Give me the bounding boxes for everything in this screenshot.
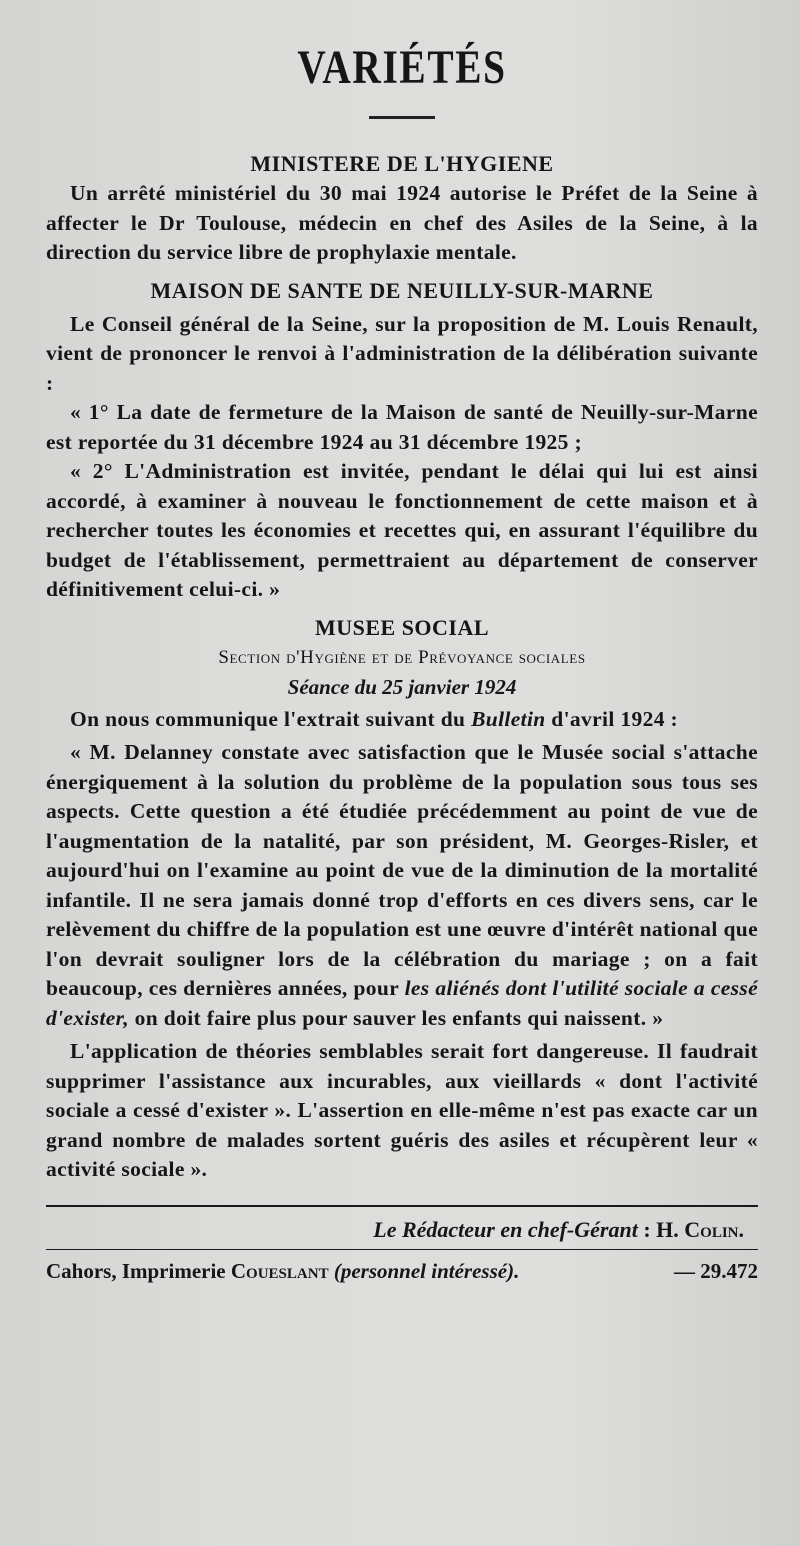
editor-role: Le Rédacteur en chef-Gérant bbox=[373, 1216, 638, 1242]
italic-text: Bulletin bbox=[471, 706, 546, 731]
paragraph: Le Conseil général de la Seine, sur la proposition de M. Louis Renault, vient de prononcer le renvoi à l'administration de la délibération suivante : bbox=[46, 311, 758, 395]
paragraph: L'application de théories semblables serait fort dangereuse. Il faudrait supprimer l'assistance aux incurables, aux vieillards « dont l'activité sociale a cessé d'exister ». L'assertion en elle-même n'est pas exacte car un grand nombre de malades sortent guéris des asiles et récupèrent leur « activité sociale ». bbox=[46, 1039, 758, 1181]
print-number: — 29.472 bbox=[674, 1258, 758, 1283]
paragraph: « 1° La date de fermeture de la Maison de santé de Neuilly-sur-Marne est reportée du 31 décembre 1924 au 31 décembre 1925 ; bbox=[46, 400, 758, 454]
text-run: on doit faire plus pour sauver les enfants qui naissent. » bbox=[128, 1005, 664, 1030]
text-run: : bbox=[637, 1216, 657, 1242]
footer-divider-thin bbox=[46, 1249, 758, 1250]
section-heading: MUSEE SOCIAL bbox=[314, 614, 490, 640]
paragraph bbox=[46, 705, 758, 735]
paragraph: « 2° L'Administration est invitée, pendant le délai qui lui est ainsi accordé, à examiner à nouveau le fonctionnement de cette maison et à rechercher toutes les économies et recettes qui, en assurant l'équilibre du budget de l'établissement, permettraient au département de conserver définitivement celui-ci. » bbox=[46, 459, 758, 601]
paragraph: Un arrêté ministériel du 30 mai 1924 autorise le Préfet de la Seine à affecter le Dr Toulouse, médecin en chef des Asiles de la Seine, à la direction du service libre de prophylaxie mentale. bbox=[46, 181, 758, 264]
title-divider bbox=[369, 116, 435, 119]
page-title: VARIÉTÉS bbox=[297, 41, 507, 94]
editor-credit bbox=[46, 1213, 744, 1247]
editor-initial: H. bbox=[656, 1216, 685, 1242]
italic-text: les aliénés dont l'utilité sociale a cessé d'exister, bbox=[46, 976, 758, 1030]
footer-divider bbox=[46, 1205, 758, 1207]
printer-name: Coueslant bbox=[230, 1258, 329, 1283]
italic-text: (personnel intéressé). bbox=[328, 1258, 520, 1283]
imprint-text bbox=[46, 1254, 519, 1288]
text-run: . bbox=[738, 1216, 744, 1242]
text-run: Cahors, Imprimerie bbox=[46, 1258, 231, 1283]
text-run: « M. Delanney constate avec satisfaction que le Musée social s'attache énergiquement à la solution du problème de la population sous tous ses aspects. Cette question a été étudiée précédemment au point de vue de l'augmentation de la natalité, par son président, M. Georges-Risler, et aujourd'hui on l'examine au point de vue de la diminution de la mortalité infantile. Il ne sera jamais donné trop d'efforts en ces divers sens, car le relèvement du chiffre de la population est une œuvre d'intérêt national que l'on devrait souligner lors de la célébration du mariage ; on a fait beaucoup, ces dernières années, pour bbox=[46, 740, 758, 1000]
imprint-line bbox=[46, 1254, 758, 1288]
editor-name: Colin bbox=[684, 1216, 739, 1242]
text-run: On nous communique l'extrait suivant du bbox=[70, 706, 472, 731]
text-run: d'avril 1924 : bbox=[545, 706, 679, 731]
section-maison-de-sante bbox=[46, 276, 758, 605]
section-heading: MINISTERE DE L'HYGIENE bbox=[250, 151, 554, 176]
section-musee-social bbox=[46, 613, 758, 1185]
quoted-paragraph bbox=[46, 738, 758, 1033]
section-ministere-hygiene bbox=[46, 149, 758, 268]
session-date: Séance du 25 janvier 1924 bbox=[287, 674, 517, 699]
section-heading: MAISON DE SANTE DE NEUILLY-SUR-MARNE bbox=[150, 277, 654, 303]
section-subheading: Section d'Hygiène et de Prévoyance sociales bbox=[218, 646, 586, 668]
